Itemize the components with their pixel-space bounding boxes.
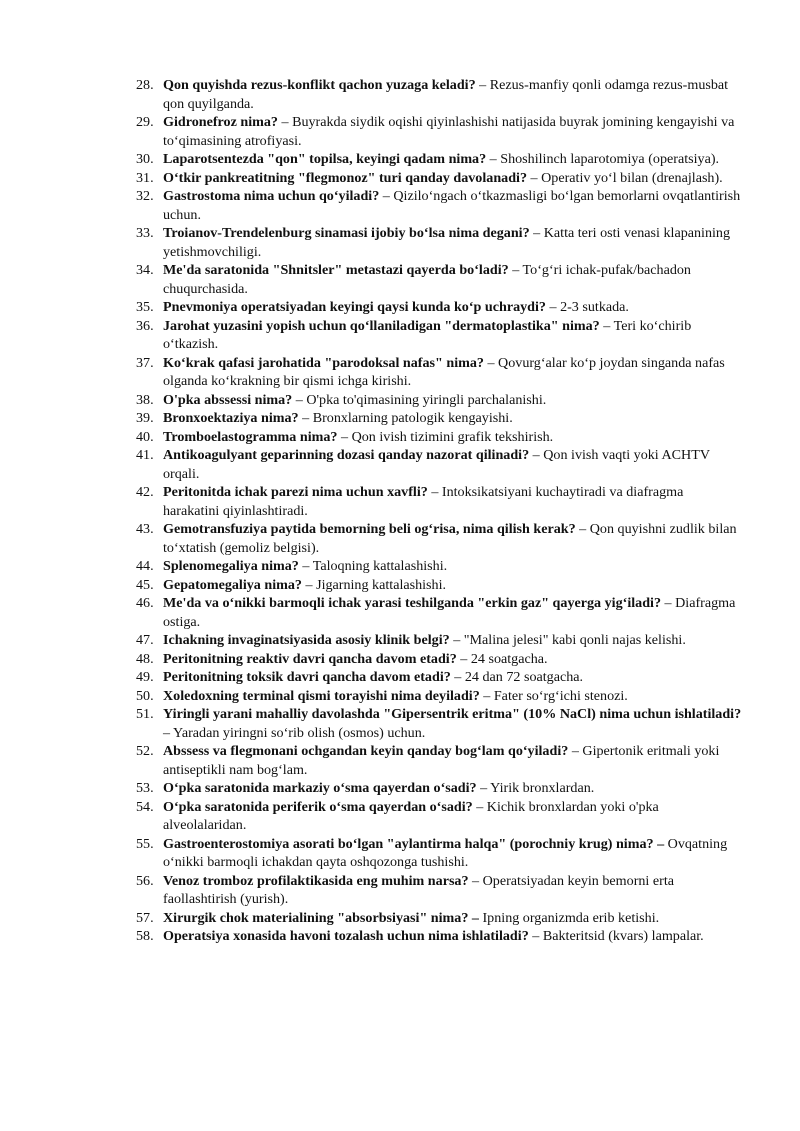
answer-text: – Qon ivish vaqti yoki ACHTV orqali. bbox=[163, 447, 710, 482]
answer-text: – 2-3 sutkada. bbox=[545, 299, 629, 315]
item-number: 35. bbox=[136, 299, 154, 315]
item-number: 48. bbox=[136, 650, 154, 667]
question-text: Xirurgik chok materialining "absorbsiyasi" nima? – bbox=[163, 909, 479, 926]
answer-text: – Intoksikatsiyani kuchaytiradi va diafragma harakatini qiyinlashtiradi. bbox=[163, 484, 684, 519]
qa-item bbox=[136, 261, 742, 298]
answer-text: – Qon ivish tizimini grafik tekshirish. bbox=[337, 428, 554, 445]
answer-text: – 24 dan 72 soatgacha. bbox=[450, 669, 584, 685]
item-number: 49. bbox=[136, 669, 154, 685]
qa-item bbox=[136, 835, 742, 872]
answer-text: – Qizilo‘ngach o‘tkazmasligi bo‘lgan bemorlarni ovqatlantirish uchun. bbox=[163, 188, 741, 223]
answer-text: – To‘g‘ri ichak-pufak/bachadon chuqurchasida. bbox=[163, 262, 691, 297]
question-text: Gastrostoma nima uchun qo‘yiladi? bbox=[163, 188, 380, 204]
question-text: O‘pka saratonida markaziy o‘sma qayerdan o‘sadi? bbox=[163, 780, 477, 796]
answer-text: – Taloqning kattalashishi. bbox=[298, 558, 448, 574]
qa-item bbox=[136, 705, 742, 742]
qa-item bbox=[136, 409, 742, 428]
answer-text: – Teri ko‘chirib o‘tkazish. bbox=[163, 317, 692, 352]
qa-item bbox=[136, 742, 742, 779]
item-number: 51. bbox=[136, 706, 154, 722]
item-number: 34. bbox=[136, 262, 154, 278]
question-text: O‘pka saratonida periferik o‘sma qayerdan o‘sadi? bbox=[163, 798, 473, 815]
item-number: 50. bbox=[136, 687, 154, 704]
question-text: Ko‘krak qafasi jarohatida "parodoksal nafas" nima? bbox=[163, 354, 484, 371]
answer-text: – Kichik bronxlardan yoki o'pka alveolalaridan. bbox=[163, 798, 659, 833]
question-text: Xoledoxning terminal qismi torayishi nima deyiladi? bbox=[163, 687, 480, 704]
qa-item bbox=[136, 354, 742, 391]
answer-text: – Bronxlarning patologik kengayishi. bbox=[298, 410, 513, 426]
item-number: 38. bbox=[136, 391, 154, 408]
question-text: Operatsiya xonasida havoni tozalash uchun nima ishlatiladi? bbox=[163, 928, 529, 944]
answer-text: – Gipertonik eritmali yoki antiseptikli nam bog‘lam. bbox=[163, 743, 720, 778]
item-number: 37. bbox=[136, 354, 154, 371]
question-text: Me'da saratonida "Shnitsler" metastazi qayerda bo‘ladi? bbox=[163, 262, 509, 278]
qa-item bbox=[136, 520, 742, 557]
answer-text: – Jigarning kattalashishi. bbox=[301, 576, 447, 593]
item-number: 32. bbox=[136, 188, 154, 204]
answer-text: – Buyrakda siydik oqishi qiyinlashishi natijasida buyrak jomining kengayishi va to‘qimasining atrofiyasi. bbox=[163, 114, 735, 149]
question-text: O‘tkir pankreatitning "flegmonoz" turi qanday davolanadi? bbox=[163, 169, 528, 186]
qa-item bbox=[136, 779, 742, 798]
question-text: Jarohat yuzasini yopish uchun qo‘llaniladigan "dermatoplastika" nima? bbox=[163, 317, 600, 334]
question-text: Abssess va flegmonani ochgandan keyin qanday bog‘lam qo‘yiladi? bbox=[163, 743, 569, 759]
item-number: 45. bbox=[136, 576, 154, 593]
qa-item bbox=[136, 687, 742, 706]
item-number: 36. bbox=[136, 317, 154, 334]
qa-item bbox=[136, 650, 742, 669]
item-number: 31. bbox=[136, 169, 154, 186]
qa-item bbox=[136, 446, 742, 483]
qa-item bbox=[136, 872, 742, 909]
answer-text: – Rezus-manfiy qonli odamga rezus-musbat qon quyilganda. bbox=[163, 77, 729, 112]
question-text: Splenomegaliya nima? bbox=[163, 558, 299, 574]
answer-text: – Operatsiyadan keyin bemorni erta faollashtirish (yurish). bbox=[163, 872, 674, 907]
qa-item bbox=[136, 909, 742, 928]
question-text: Peritonitning toksik davri qancha davom etadi? bbox=[163, 669, 451, 685]
qa-item bbox=[136, 391, 742, 410]
qa-item bbox=[136, 224, 742, 261]
item-number: 53. bbox=[136, 780, 154, 796]
item-number: 39. bbox=[136, 410, 154, 426]
qa-item bbox=[136, 317, 742, 354]
item-number: 56. bbox=[136, 872, 154, 889]
answer-text: – Yaradan yiringni so‘rib olish (osmos) uchun. bbox=[163, 724, 426, 741]
question-text: Tromboelastogramma nima? bbox=[163, 428, 338, 445]
qa-item bbox=[136, 428, 742, 447]
answer-text: – Yirik bronxlardan. bbox=[476, 780, 595, 796]
qa-item bbox=[136, 576, 742, 595]
qa-item bbox=[136, 187, 742, 224]
answer-text: Ovqatning o‘nikki barmoqli ichakdan qayta oshqozonga tushishi. bbox=[163, 835, 728, 870]
qa-item bbox=[136, 557, 742, 576]
answer-text: Ipning organizmda erib ketishi. bbox=[478, 909, 660, 926]
question-text: Ichakning invaginatsiyasida asosiy klinik belgi? bbox=[163, 632, 450, 648]
item-number: 52. bbox=[136, 743, 154, 759]
item-number: 41. bbox=[136, 447, 154, 463]
item-number: 40. bbox=[136, 428, 154, 445]
question-text: Peritonitning reaktiv davri qancha davom etadi? bbox=[163, 650, 457, 667]
question-text: Yiringli yarani mahalliy davolashda "Gipersentrik eritma" (10% NaCl) nima uchun ishlatiladi? bbox=[163, 706, 742, 722]
qa-item bbox=[136, 169, 742, 188]
item-number: 58. bbox=[136, 928, 154, 944]
qa-item bbox=[136, 76, 742, 113]
item-number: 42. bbox=[136, 484, 154, 500]
question-text: Venoz tromboz profilaktikasida eng muhim narsa? bbox=[163, 872, 469, 889]
question-text: Bronxoektaziya nima? bbox=[163, 410, 299, 426]
item-number: 33. bbox=[136, 225, 154, 241]
qa-list bbox=[136, 76, 742, 946]
qa-item bbox=[136, 668, 742, 687]
qa-item bbox=[136, 594, 742, 631]
question-text: Troianov-Trendelenburg sinamasi ijobiy bo‘lsa nima degani? bbox=[163, 225, 530, 241]
item-number: 30. bbox=[136, 151, 154, 167]
qa-item bbox=[136, 150, 742, 169]
item-number: 43. bbox=[136, 521, 154, 537]
qa-item bbox=[136, 113, 742, 150]
answer-text: – Bakteritsid (kvars) lampalar. bbox=[528, 928, 704, 944]
answer-text: – Fater so‘rg‘ichi stenozi. bbox=[479, 687, 628, 704]
question-text: Qon quyishda rezus-konflikt qachon yuzaga keladi? bbox=[163, 77, 476, 93]
qa-item bbox=[136, 483, 742, 520]
question-text: Gastroenterostomiya asorati bo‘lgan "aylantirma halqa" (porochniy krug) nima? – bbox=[163, 835, 665, 852]
answer-text: – O'pka to'qimasining yiringli parchalanishi. bbox=[292, 391, 547, 408]
qa-item bbox=[136, 298, 742, 317]
qa-item bbox=[136, 631, 742, 650]
question-text: Laparotsentezda "qon" topilsa, keyingi qadam nima? bbox=[163, 151, 487, 167]
question-text: Peritonitda ichak parezi nima uchun xavfli? bbox=[163, 484, 428, 500]
qa-item bbox=[136, 927, 742, 946]
question-text: O'pka abssessi nima? bbox=[163, 391, 293, 408]
question-text: Pnevmoniya operatsiyadan keyingi qaysi kunda ko‘p uchraydi? bbox=[163, 299, 546, 315]
answer-text: – Qovurg‘alar ko‘p joydan singanda nafas olganda ko‘krakning bir qismi ichga kirishi. bbox=[163, 354, 725, 389]
item-number: 55. bbox=[136, 835, 154, 852]
answer-text: – Qon quyishni zudlik bilan to‘xtatish (gemoliz belgisi). bbox=[163, 521, 737, 556]
answer-text: – "Malina jelesi" kabi qonli najas kelishi. bbox=[449, 632, 686, 648]
answer-text: – Operativ yo‘l bilan (drenajlash). bbox=[527, 169, 723, 186]
answer-text: – Diafragma ostiga. bbox=[163, 595, 736, 630]
question-text: Gidronefroz nima? bbox=[163, 114, 278, 130]
item-number: 57. bbox=[136, 909, 154, 926]
qa-item bbox=[136, 798, 742, 835]
question-text: Gepatomegaliya nima? bbox=[163, 576, 302, 593]
item-number: 47. bbox=[136, 632, 154, 648]
item-number: 29. bbox=[136, 114, 154, 130]
item-number: 44. bbox=[136, 558, 154, 574]
item-number: 54. bbox=[136, 798, 154, 815]
item-number: 28. bbox=[136, 77, 154, 93]
answer-text: – 24 soatgacha. bbox=[456, 650, 548, 667]
question-text: Me'da va o‘nikki barmoqli ichak yarasi teshilganda "erkin gaz" qayerga yig‘iladi? bbox=[163, 595, 662, 611]
answer-text: – Katta teri osti venasi klapanining yetishmovchiligi. bbox=[163, 225, 731, 260]
question-text: Antikoagulyant geparinning dozasi qanday nazorat qilinadi? bbox=[163, 447, 530, 463]
item-number: 46. bbox=[136, 595, 154, 611]
question-text: Gemotransfuziya paytida bemorning beli og‘risa, nima qilish kerak? bbox=[163, 521, 576, 537]
answer-text: – Shoshilinch laparotomiya (operatsiya). bbox=[486, 151, 720, 167]
